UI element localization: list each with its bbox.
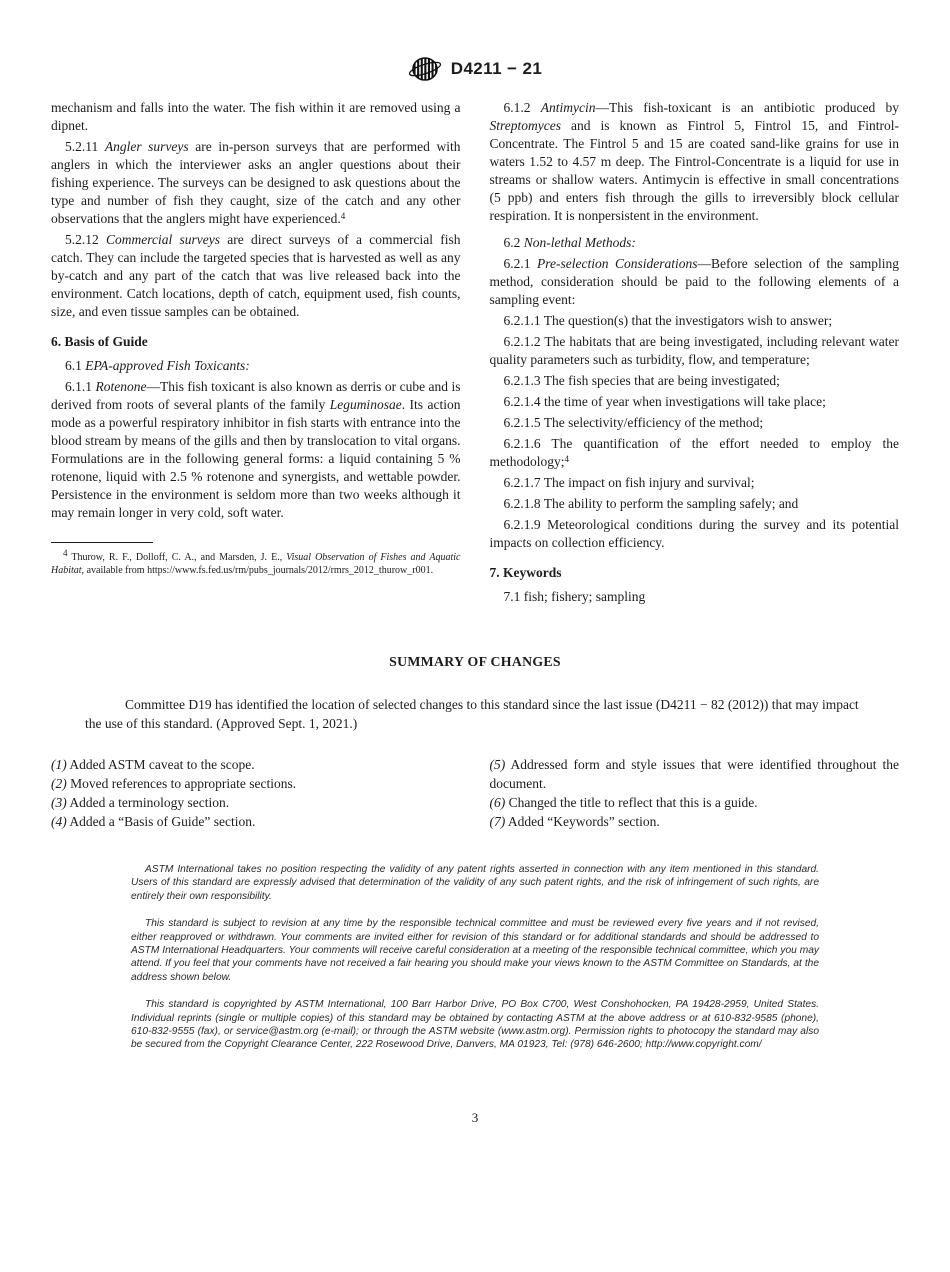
footnote-4: $^4$ Thurow, R. F., Dolloff, C. A., and Marsden, J. E., Visual Observation of Fishes and Aquatic Habitat, available from https://www.fs.fed.us/rm/pubs_journals/2012/rmrs_2012_thurow_r001. — [51, 548, 461, 577]
clause-7-1: 7.1 fish; fishery; sampling — [503, 589, 646, 604]
doc-code: D4211 − 21 — [450, 59, 543, 78]
clause-6-2-1-4: 6.2.1.4 the time of year when investigations will take place; — [503, 394, 826, 409]
clause-6-1-1: 6.1.1 Rotenone—This fish toxicant is also known as derris or cube and is derived from roots of several plants of the family Leguminosae. Its action mode as a powerful respiratory inhibitor in fish starts with entrance into the blood stream by means of the gills and then by translocation to vital organs. Formulations are in the following general forms: a liquid containing 5 % rotenone, liquid with 2.5 % rotenone and synergists, and wettable powder. Persistence in the environment is seldom more than two weeks although it may remain longer in very cold, soft water. — [51, 379, 461, 520]
page-header — [51, 55, 899, 83]
change-5: (5) Addressed form and style issues that were identified throughout the document. — [489, 757, 899, 791]
changes-left — [51, 755, 461, 831]
astm-logo-icon — [408, 56, 442, 82]
clause-6-2-1-3: 6.2.1.3 The fish species that are being investigated; — [503, 373, 780, 388]
clause-6-2-1-2: 6.2.1.2 The habitats that are being investigated, including relevant water quality parameters such as turbidity, flow, and temperature; — [489, 334, 899, 367]
changes-list — [51, 755, 899, 831]
para-continued: mechanism and falls into the water. The fish within it are removed using a dipnet. — [51, 100, 461, 133]
clause-6-2-1-5: 6.2.1.5 The selectivity/efficiency of the method; — [503, 415, 764, 430]
clause-6-2-1-8: 6.2.1.8 The ability to perform the sampling safely; and — [503, 496, 799, 511]
section-7-heading: 7. Keywords — [489, 565, 562, 580]
clause-6-1-2: 6.1.2 Antimycin—This fish-toxicant is an antibiotic produced by Streptomyces and is known as Fintrol 5, Fintrol 15, and Fintrol-Concentrate. The Fintrol 5 and 15 are coated sand-like grains for use in waters 1.52 to 4.57 m deep. The Fintrol-Concentrate is a liquid for use in streams or shallow waters. Antimycin is effective in small concentrations (5 ppb) and enters fish through the gills to irreversibly block cellular respiration. It is nonpersistent in the environment. — [489, 100, 900, 223]
change-7: (7) Added “Keywords” section. — [489, 814, 660, 829]
legal-notices — [131, 863, 819, 1052]
page-footer — [51, 1110, 899, 1126]
right-column — [490, 99, 900, 606]
clause-5-2-11: 5.2.11 Angler surveys are in-person surveys that are performed with anglers in which the interviewer asks an angler questions about their fishing experience. The surveys can be designed to ask questions about the type and number of fish they caught, size of the catch and any other observations that the anglers might have experienced.$^4$ — [51, 139, 461, 226]
clause-6-2-1-1: 6.2.1.1 The question(s) that the investigators wish to answer; — [503, 313, 833, 328]
revision-notice: This standard is subject to revision at any time by the responsible technical committee and must be reviewed every five years and if not revised, either reapproved or withdrawn. Your comments are invited either for revision of this standard or for additional standards and should be addressed to ASTM International Headquarters. Your comments will receive careful consideration at a meeting of the responsible technical committee, which you may attend. If you feel that your comments have not received a fair hearing you should make your views known to the ASTM Committee on Standards, at the address shown below. — [131, 918, 819, 983]
patent-disclaimer: ASTM International takes no position respecting the validity of any patent rights asserted in connection with any item mentioned in this standard. Users of this standard are expressly advised that determination of the validity of any such patent rights, and the risk of infringement of such rights, are entirely their own responsibility. — [131, 864, 819, 902]
clause-6-2: 6.2 Non-lethal Methods: — [503, 235, 636, 250]
footnote-rule — [51, 542, 153, 543]
clause-6-2-1-7: 6.2.1.7 The impact on fish injury and survival; — [503, 475, 755, 490]
section-6-heading: 6. Basis of Guide — [51, 334, 148, 349]
summary-of-changes-title: SUMMARY OF CHANGES — [389, 654, 561, 669]
change-1: (1) Added ASTM caveat to the scope. — [51, 757, 255, 772]
clause-5-2-12: 5.2.12 Commercial surveys are direct surveys of a commercial fish catch. They can include the targeted species that is harvested as well as any by-catch and any part of the catch that was live released back into the environment. Catch locations, depth of catch, equipment used, fish counts, size, and even tissue samples can be obtained. — [51, 232, 461, 319]
page-number: 3 — [471, 1109, 479, 1125]
clause-6-2-1-9: 6.2.1.9 Meteorological conditions during the survey and its potential impacts on collection efficiency. — [489, 517, 899, 550]
left-column — [51, 99, 461, 577]
changes-right — [490, 755, 900, 831]
clause-6-1: 6.1 EPA-approved Fish Toxicants: — [65, 358, 250, 373]
change-2: (2) Moved references to appropriate sections. — [51, 776, 297, 791]
right-column-text — [490, 99, 900, 606]
change-6: (6) Changed the title to reflect that this is a guide. — [489, 795, 758, 810]
left-column-text — [51, 99, 461, 522]
change-3: (3) Added a terminology section. — [51, 795, 230, 810]
body-columns — [51, 99, 899, 606]
change-4: (4) Added a “Basis of Guide” section. — [51, 814, 256, 829]
clause-6-2-1: 6.2.1 Pre-selection Considerations—Before selection of the sampling method, consideration should be paid to the following elements of a sampling event: — [489, 256, 900, 307]
summary-intro: Committee D19 has identified the location of selected changes to this standard since the last issue (D4211 − 82 (2012)) that may impact the use of this standard. (Approved Sept. 1, 2021.) — [85, 697, 859, 731]
clause-6-2-1-6: 6.2.1.6 The quantification of the effort needed to employ the methodology;$^4$ — [489, 436, 899, 469]
copyright-notice: This standard is copyrighted by ASTM International, 100 Barr Harbor Drive, PO Box C700, West Conshohocken, PA 19428-2959, United States. Individual reprints (single or multiple copies) of this standard may be obtained by contacting ASTM at the above address or at 610-832-9585 (phone), 610-832-9555 (fax), or service@astm.org (e-mail); or through the ASTM website (www.astm.org). Permission rights to photocopy the standard may also be secured from the Copyright Clearance Center, 222 Rosewood Drive, Danvers, MA 01923, Tel: (978) 646-2600; http://www.copyright.com/ — [131, 999, 819, 1051]
